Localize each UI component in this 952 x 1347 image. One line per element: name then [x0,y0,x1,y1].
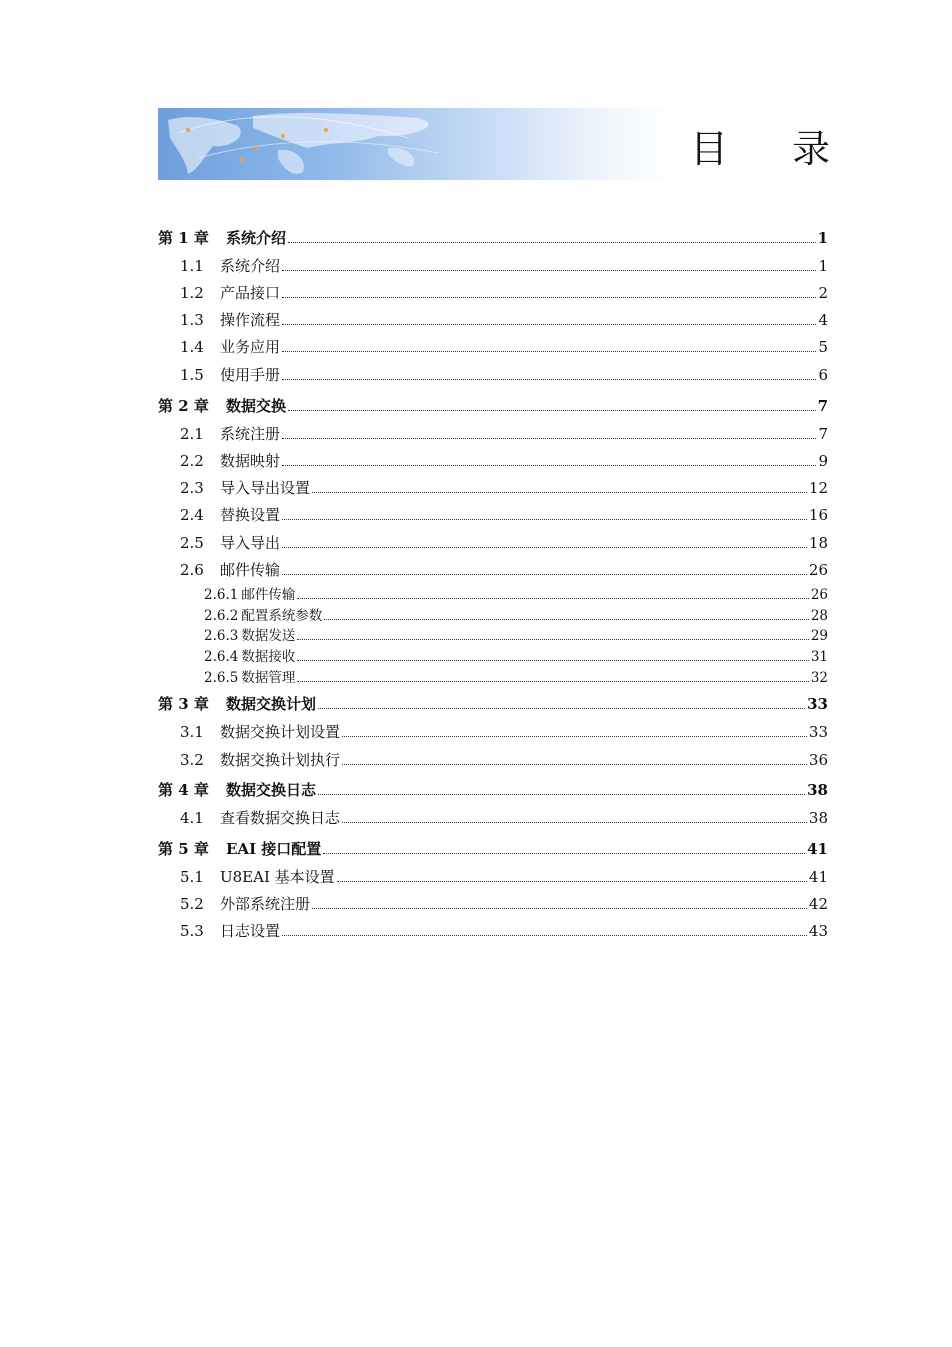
toc-entry[interactable] [158,749,828,770]
toc-entry-number: 第 1 章 [158,229,209,247]
toc-entry[interactable] [158,395,828,416]
toc-entry-title: 数据发送 [241,628,296,644]
toc-entry-page: 12 [808,479,828,497]
toc-entry-number: 第 5 章 [158,840,209,858]
toc-entry-page: 38 [807,781,828,799]
toc-entry-number: 1.1 [180,257,204,275]
toc-leader-dots [282,296,816,298]
toc-leader-dots [282,350,816,352]
toc-leader-dots [342,763,807,765]
toc-entry-page: 6 [818,366,828,384]
toc-leader-dots [282,437,816,439]
toc-entry-title: 导入导出设置 [220,479,311,497]
toc-entry-number: 1.4 [180,338,204,356]
toc-entry-page: 4 [818,311,828,329]
toc-entry-page: 1 [817,229,828,247]
toc-leader-dots [323,852,805,854]
toc-leader-dots [282,546,807,548]
toc-entry-title: 数据交换计划设置 [220,723,341,741]
toc-entry[interactable] [158,645,828,665]
toc-entry-title: 日志设置 [220,922,281,940]
toc-leader-dots [297,597,808,599]
toc-leader-dots [342,735,807,737]
toc-entry-page: 32 [810,670,828,686]
toc-entry-number: 2.2 [180,452,204,470]
toc-entry-page: 33 [808,723,828,741]
toc-entry[interactable] [158,866,828,887]
toc-leader-dots [288,241,816,243]
toc-entry[interactable] [158,309,828,330]
toc-entry-page: 31 [810,649,828,665]
toc-entry-page: 16 [808,506,828,524]
toc-leader-dots [297,659,808,661]
toc-entry[interactable] [158,666,828,686]
toc-entry[interactable] [158,779,828,800]
toc-entry[interactable] [158,282,828,303]
toc-entry-title: 外部系统注册 [220,895,311,913]
toc-entry-title: 系统介绍 [220,257,281,275]
toc-entry[interactable] [158,227,828,248]
toc-entry-page: 33 [807,695,828,713]
toc-entry-title: 替换设置 [220,506,281,524]
toc-entry[interactable] [158,807,828,828]
toc-entry[interactable] [158,477,828,498]
toc-leader-dots [282,464,816,466]
toc-entry-title: 操作流程 [220,311,281,329]
toc-entry-title: 使用手册 [220,366,281,384]
toc-entry-title: 数据交换计划 [226,695,317,713]
toc-entry[interactable] [158,624,828,644]
toc-entry-page: 28 [810,608,828,624]
toc-leader-dots [318,707,805,709]
toc-entry[interactable] [158,423,828,444]
toc-entry-number: 3.1 [180,723,204,741]
toc-entry-number: 2.3 [180,479,204,497]
toc-entry-title: 配置系统参数 [241,608,323,624]
toc-entry[interactable] [158,604,828,624]
toc-entry[interactable] [158,920,828,941]
toc-entry[interactable] [158,721,828,742]
toc-leader-dots [337,880,807,882]
toc-entry-number: 4.1 [180,809,204,827]
toc-entry-number: 1.5 [180,366,204,384]
toc-entry-title: 数据接收 [241,649,296,665]
toc-leader-dots [282,323,816,325]
toc-leader-dots [312,907,807,909]
toc-entry-page: 29 [810,628,828,644]
toc-leader-dots [288,409,816,411]
toc-entry-title: 导入导出 [220,534,281,552]
toc-entry-page: 41 [807,840,828,858]
toc-entry-number: 第 4 章 [158,781,209,799]
toc-entry-page: 2 [818,284,828,302]
toc-entry-number: 2.6.2 [204,608,239,624]
toc-leader-dots [342,821,807,823]
toc-entry-number: 2.6 [180,561,204,579]
toc-entry-page: 36 [808,751,828,769]
toc-entry-page: 38 [808,809,828,827]
toc-entry-page: 5 [818,338,828,356]
toc-entry-page: 9 [818,452,828,470]
toc-entry-title: 系统介绍 [226,229,287,247]
toc-leader-dots [282,934,807,936]
toc-entry-number: 5.2 [180,895,204,913]
toc-entry-page: 26 [808,561,828,579]
toc-entry-page: 1 [818,257,828,275]
toc-entry-title: 数据交换日志 [226,781,317,799]
toc-leader-dots [297,638,808,640]
toc-entry[interactable] [158,693,828,714]
toc-entry-title: 数据交换 [226,397,287,415]
toc-entry-number: 2.6.3 [204,628,239,644]
toc-entry-number: 3.2 [180,751,204,769]
toc-entry-title: 业务应用 [220,338,281,356]
toc-entry-title: 数据映射 [220,452,281,470]
toc-entry-page: 43 [808,922,828,940]
toc-entry[interactable] [158,364,828,385]
toc-leader-dots [312,491,807,493]
toc-entry-title: EAI 接口配置 [226,840,322,858]
toc-leader-dots [282,518,807,520]
toc-entry[interactable] [158,504,828,525]
toc-entry[interactable] [158,559,828,580]
toc-entry[interactable] [158,893,828,914]
world-map-graphic [158,108,638,180]
toc-leader-dots [282,573,807,575]
toc-entry[interactable] [158,583,828,603]
toc-entry-page: 7 [818,425,828,443]
toc-entry-title: 产品接口 [220,284,281,302]
toc-entry-number: 第 2 章 [158,397,209,415]
toc-entry-title: 查看数据交换日志 [220,809,341,827]
toc-entry-number: 2.4 [180,506,204,524]
toc-entry-number: 5.3 [180,922,204,940]
toc-entry-number: 2.6.4 [204,649,239,665]
toc-entry[interactable] [158,838,828,859]
toc-entry-number: 1.2 [180,284,204,302]
toc-leader-dots [282,269,816,271]
toc-entry-number: 2.6.5 [204,670,239,686]
toc-leader-dots [282,378,816,380]
page-title: 目 录 [690,127,857,171]
toc-entry-title: U8EAI 基本设置 [220,868,335,886]
toc-entry-page: 7 [817,397,828,415]
toc-entry-page: 18 [808,534,828,552]
toc-entry-number: 2.5 [180,534,204,552]
toc-leader-dots [297,680,808,682]
toc-entry-title: 邮件传输 [241,587,296,603]
toc-entry-page: 42 [808,895,828,913]
toc-entry[interactable] [158,450,828,471]
toc-leader-dots [318,793,805,795]
toc-entry[interactable] [158,255,828,276]
toc-entry-number: 1.3 [180,311,204,329]
toc-entry-number: 2.1 [180,425,204,443]
toc-entry-page: 41 [808,868,828,886]
toc-entry-number: 第 3 章 [158,695,209,713]
toc-entry-number: 2.6.1 [204,587,239,603]
toc-entry-title: 邮件传输 [220,561,281,579]
toc-entry[interactable] [158,336,828,357]
toc-entry-number: 5.1 [180,868,204,886]
toc-entry-title: 数据交换计划执行 [220,751,341,769]
toc-entry-title: 系统注册 [220,425,281,443]
toc-entry[interactable] [158,532,828,553]
toc-leader-dots [324,618,808,620]
toc-entry-title: 数据管理 [241,670,296,686]
toc-entry-page: 26 [810,587,828,603]
